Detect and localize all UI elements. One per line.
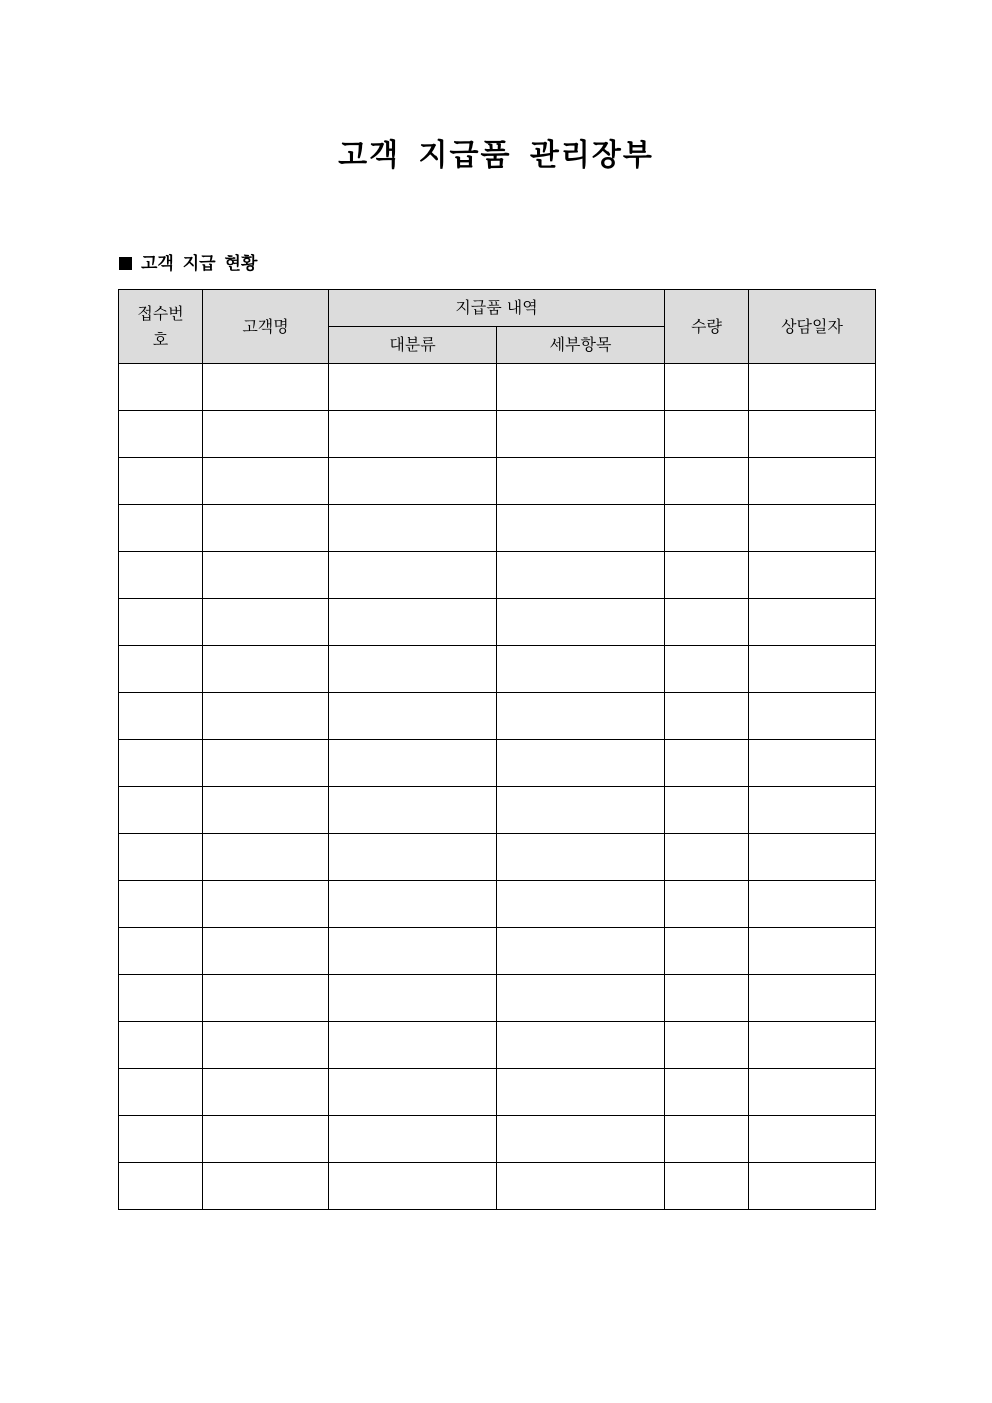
cell-quantity[interactable] [665,411,749,458]
cell-customer-name[interactable] [203,411,329,458]
cell-consult-date[interactable] [749,599,876,646]
cell-sub-item[interactable] [497,646,665,693]
table-row [119,646,876,693]
cell-sub-item[interactable] [497,599,665,646]
cell-receipt-no[interactable] [119,834,203,881]
table-row [119,787,876,834]
header-sub-item: 세부항목 [497,327,665,364]
cell-category[interactable] [329,552,497,599]
table-body [119,364,876,1210]
cell-receipt-no[interactable] [119,646,203,693]
cell-customer-name[interactable] [203,599,329,646]
table-row [119,1163,876,1210]
cell-customer-name[interactable] [203,1163,329,1210]
cell-quantity[interactable] [665,1022,749,1069]
cell-customer-name[interactable] [203,928,329,975]
cell-category[interactable] [329,458,497,505]
table-row [119,411,876,458]
cell-consult-date[interactable] [749,975,876,1022]
header-quantity: 수량 [665,290,749,364]
cell-category[interactable] [329,693,497,740]
table-row [119,505,876,552]
cell-category[interactable] [329,928,497,975]
cell-sub-item[interactable] [497,458,665,505]
cell-receipt-no[interactable] [119,881,203,928]
cell-consult-date[interactable] [749,1069,876,1116]
cell-consult-date[interactable] [749,1163,876,1210]
cell-sub-item[interactable] [497,411,665,458]
cell-receipt-no[interactable] [119,1022,203,1069]
cell-consult-date[interactable] [749,1022,876,1069]
cell-category[interactable] [329,1116,497,1163]
cell-category[interactable] [329,881,497,928]
document-title: 고객 지급품 관리장부 [338,138,654,173]
cell-category[interactable] [329,975,497,1022]
cell-consult-date[interactable] [749,411,876,458]
cell-category[interactable] [329,646,497,693]
header-category: 대분류 [329,327,497,364]
cell-category[interactable] [329,1022,497,1069]
cell-customer-name[interactable] [203,1022,329,1069]
table-row [119,1116,876,1163]
cell-receipt-no[interactable] [119,975,203,1022]
cell-quantity[interactable] [665,505,749,552]
cell-customer-name[interactable] [203,458,329,505]
cell-quantity[interactable] [665,693,749,740]
cell-quantity[interactable] [665,364,749,411]
cell-customer-name[interactable] [203,881,329,928]
cell-category[interactable] [329,1163,497,1210]
cell-receipt-no[interactable] [119,928,203,975]
cell-consult-date[interactable] [749,740,876,787]
cell-customer-name[interactable] [203,364,329,411]
cell-quantity[interactable] [665,1116,749,1163]
cell-sub-item[interactable] [497,881,665,928]
cell-quantity[interactable] [665,834,749,881]
cell-customer-name[interactable] [203,834,329,881]
cell-receipt-no[interactable] [119,740,203,787]
cell-category[interactable] [329,505,497,552]
cell-customer-name[interactable] [203,646,329,693]
cell-sub-item[interactable] [497,693,665,740]
section-heading-label: 고객 지급 현황 [141,254,258,274]
cell-consult-date[interactable] [749,458,876,505]
cell-quantity[interactable] [665,787,749,834]
cell-customer-name[interactable] [203,1069,329,1116]
gift-ledger-table [118,289,876,1210]
cell-sub-item[interactable] [497,975,665,1022]
cell-consult-date[interactable] [749,881,876,928]
cell-customer-name[interactable] [203,740,329,787]
cell-sub-item[interactable] [497,505,665,552]
cell-receipt-no[interactable] [119,552,203,599]
table-row [119,928,876,975]
cell-sub-item[interactable] [497,364,665,411]
cell-receipt-no[interactable] [119,505,203,552]
cell-customer-name[interactable] [203,787,329,834]
cell-receipt-no[interactable] [119,599,203,646]
cell-receipt-no[interactable] [119,1163,203,1210]
cell-sub-item[interactable] [497,928,665,975]
table-row [119,599,876,646]
cell-consult-date[interactable] [749,693,876,740]
cell-quantity[interactable] [665,646,749,693]
table-row [119,740,876,787]
cell-consult-date[interactable] [749,552,876,599]
cell-quantity[interactable] [665,975,749,1022]
cell-quantity[interactable] [665,458,749,505]
cell-receipt-no[interactable] [119,1116,203,1163]
table-row [119,1069,876,1116]
cell-category[interactable] [329,834,497,881]
cell-category[interactable] [329,599,497,646]
header-item-details: 지급품 내역 [329,290,665,327]
header-receipt-no [119,290,203,364]
cell-customer-name[interactable] [203,505,329,552]
table-row [119,552,876,599]
cell-category[interactable] [329,411,497,458]
cell-consult-date[interactable] [749,787,876,834]
table-header [119,290,876,364]
cell-quantity[interactable] [665,1163,749,1210]
cell-sub-item[interactable] [497,834,665,881]
cell-quantity[interactable] [665,928,749,975]
header-consult-date: 상담일자 [749,290,876,364]
cell-sub-item[interactable] [497,1116,665,1163]
cell-customer-name[interactable] [203,1116,329,1163]
cell-sub-item[interactable] [497,552,665,599]
cell-category[interactable] [329,787,497,834]
cell-category[interactable] [329,1069,497,1116]
table-row [119,881,876,928]
section-heading [119,251,257,277]
cell-sub-item[interactable] [497,1163,665,1210]
cell-customer-name[interactable] [203,552,329,599]
cell-quantity[interactable] [665,552,749,599]
header-customer-name: 고객명 [203,290,329,364]
cell-receipt-no[interactable] [119,1069,203,1116]
cell-category[interactable] [329,740,497,787]
cell-receipt-no[interactable] [119,364,203,411]
cell-category[interactable] [329,364,497,411]
cell-customer-name[interactable] [203,975,329,1022]
table-row [119,458,876,505]
cell-consult-date[interactable] [749,834,876,881]
table-row [119,364,876,411]
cell-consult-date[interactable] [749,646,876,693]
cell-consult-date[interactable] [749,1116,876,1163]
cell-sub-item[interactable] [497,740,665,787]
cell-quantity[interactable] [665,1069,749,1116]
cell-receipt-no[interactable] [119,411,203,458]
cell-customer-name[interactable] [203,693,329,740]
table-row [119,834,876,881]
cell-consult-date[interactable] [749,505,876,552]
square-bullet-icon [119,257,132,270]
cell-consult-date[interactable] [749,364,876,411]
cell-quantity[interactable] [665,740,749,787]
table-row [119,693,876,740]
cell-quantity[interactable] [665,881,749,928]
cell-quantity[interactable] [665,599,749,646]
table-row [119,975,876,1022]
cell-sub-item[interactable] [497,787,665,834]
cell-receipt-no[interactable] [119,458,203,505]
cell-receipt-no[interactable] [119,787,203,834]
header-receipt-no-label: 접수번호 [137,303,184,349]
cell-sub-item[interactable] [497,1069,665,1116]
cell-consult-date[interactable] [749,928,876,975]
cell-receipt-no[interactable] [119,693,203,740]
table-row [119,1022,876,1069]
cell-sub-item[interactable] [497,1022,665,1069]
